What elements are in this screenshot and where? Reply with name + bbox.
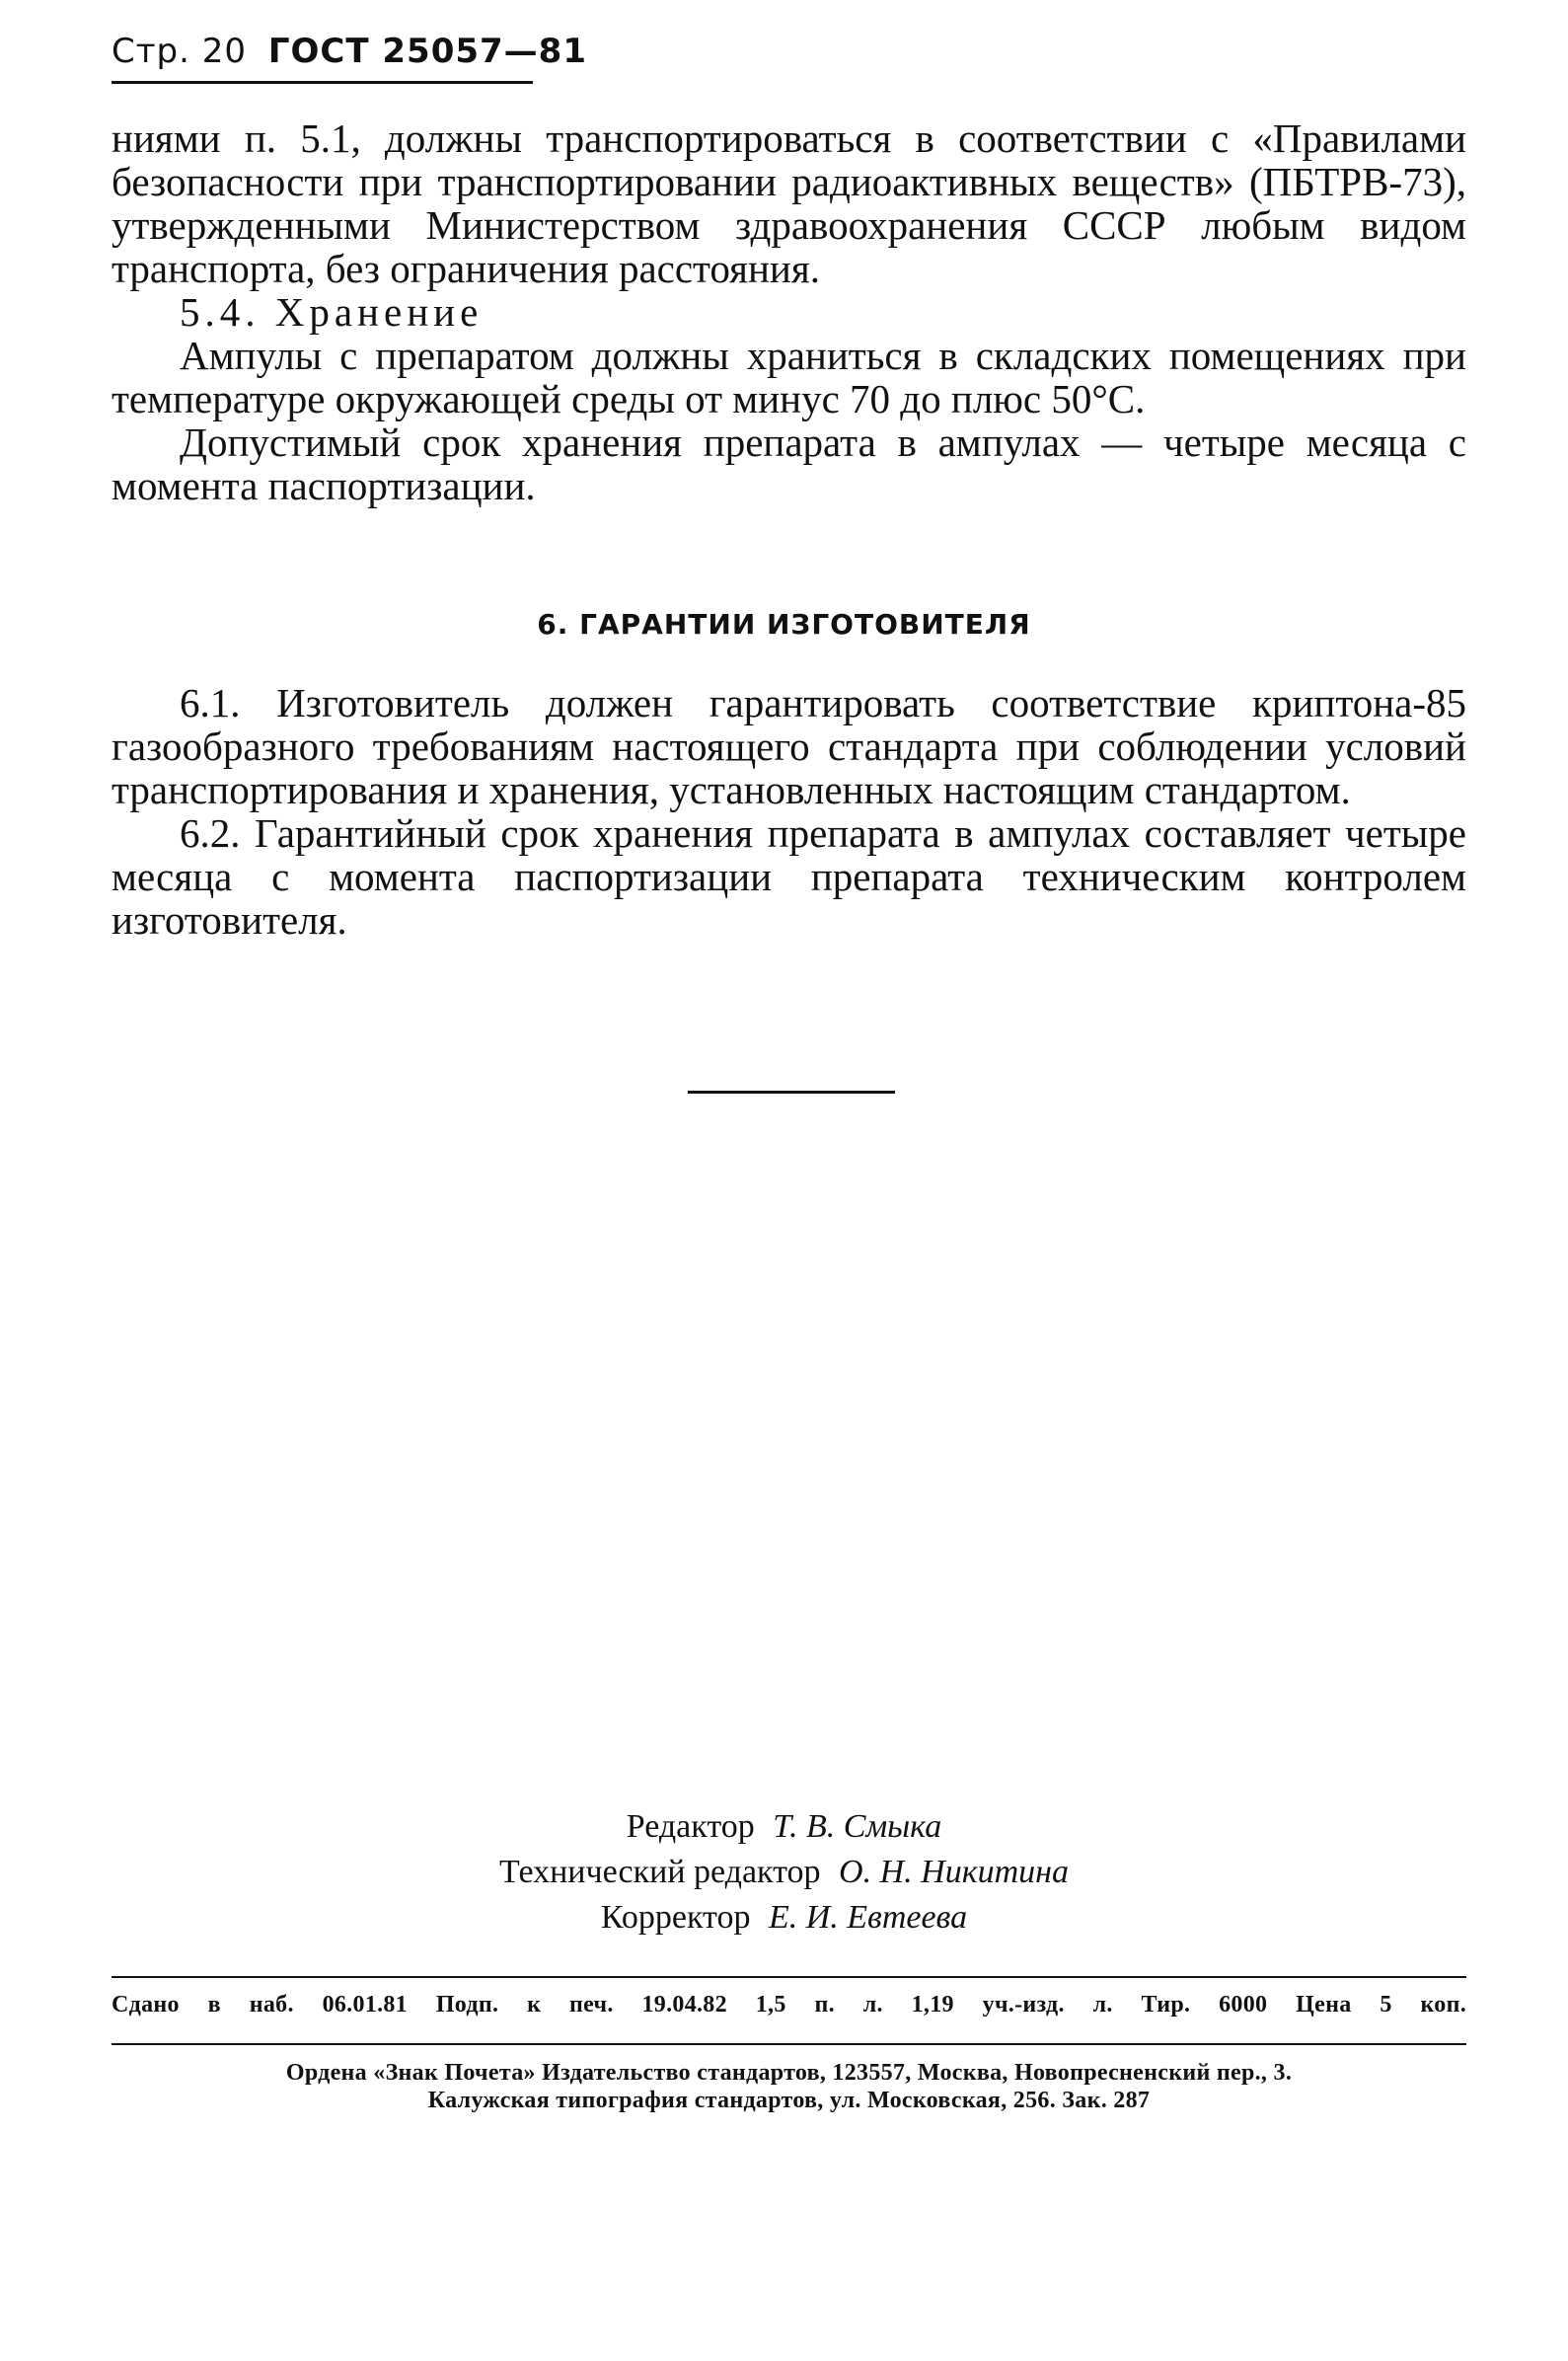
imprint-printer-line: Калужская типография стандартов, ул. Московская, 256. Зак. 287 (427, 2088, 1151, 2113)
storage-subsection-title: 5.4. Хранение (180, 289, 484, 335)
credit-name: Т. В. Смыка (773, 1808, 942, 1845)
standard-code: ГОСТ 25057—81 (267, 32, 587, 71)
clause-6-2: 6.2. Гарантийный срок хранения препарата в ампулах составляет четыре месяца с момента паспортизации препарата техническим контролем изготовителя. (112, 810, 1466, 943)
storage-period-paragraph: Допустимый срок хранения препарата в ампулах — четыре месяца с момента паспортизации. (112, 419, 1466, 508)
imprint-publisher-line: Ордена «Знак Почета» Издательство стандартов, 123557, Москва, Новопресненский пер., 3. (285, 2060, 1293, 2086)
clause-6-1: 6.1. Изготовитель должен гарантировать соответствие криптона-85 газообразного требованиям настоящего стандарта при соблюдении условий транспортирования и хранения, установленных настоящим стандартом. (112, 680, 1466, 812)
header-underline (112, 81, 533, 84)
section-5-continuation (112, 116, 1466, 507)
section-6-heading: 6. ГАРАНТИИ ИЗГОТОВИТЕЛЯ (537, 608, 1031, 641)
section-6-body (112, 681, 1466, 942)
imprint-publisher (112, 2059, 1466, 2114)
credit-name: О. Н. Никитина (839, 1854, 1070, 1890)
credit-editor (0, 1804, 1568, 1850)
running-header (112, 32, 587, 71)
imprint-top-rule (112, 1976, 1466, 1978)
credits-block (0, 1804, 1568, 1941)
storage-conditions-paragraph: Ампулы с препаратом должны храниться в складских помещениях при температуре окружающей среды от минус 70 до плюс 50°С. (112, 333, 1466, 421)
credit-technical-editor (0, 1850, 1568, 1895)
credit-role: Технический редактор (498, 1854, 821, 1890)
imprint-submission-line: Сдано в наб. 06.01.81 Подп. к печ. 19.04.82 1,5 п. л. 1,19 уч.-изд. л. Тир. 6000 Цена 5 коп. (112, 1992, 1466, 2018)
page-number-label: Стр. 20 (112, 32, 248, 71)
credit-role: Корректор (600, 1899, 751, 1936)
imprint-middle-rule (112, 2043, 1466, 2045)
credit-role: Редактор (626, 1808, 755, 1845)
credit-proofreader (0, 1895, 1568, 1941)
transport-paragraph-tail: ниями п. 5.1, должны транспортироваться в соответствии с «Правилами безопасности при транспортировании радиоактивных веществ» (ПБТРВ-73), утвержденными Министерством здравоохранения СССР любым видом транспорта, без ограничения расстояния. (112, 115, 1466, 291)
credit-name: Е. И. Евтеева (768, 1899, 968, 1936)
end-of-text-divider (688, 1091, 895, 1094)
